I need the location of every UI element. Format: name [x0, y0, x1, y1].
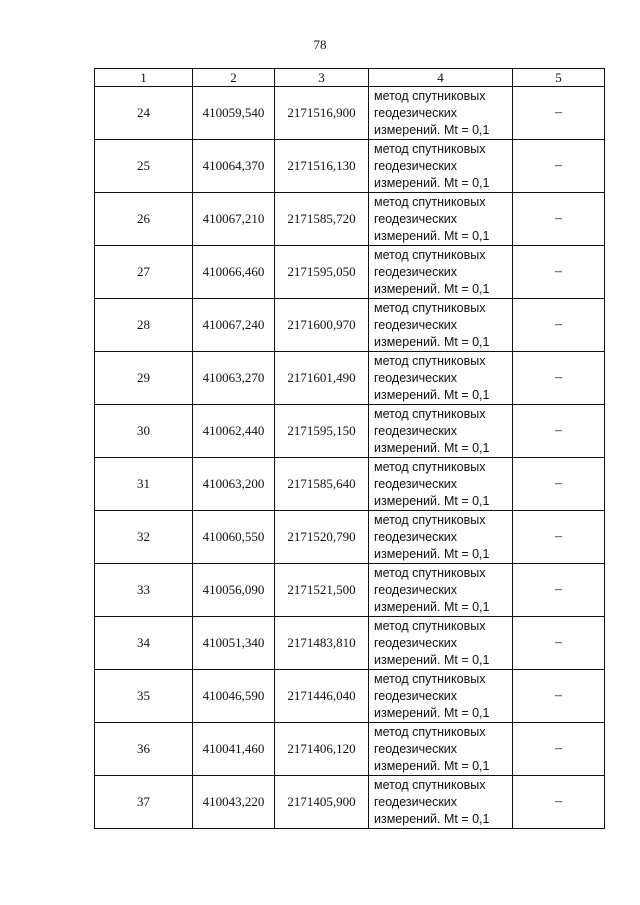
method-cell	[369, 87, 513, 140]
method-line: метод спутниковых	[374, 406, 486, 421]
y-coordinate-cell: 2171406,120	[275, 723, 369, 776]
point-number-cell: 24	[95, 87, 193, 140]
table-row	[95, 564, 605, 617]
method-line: метод спутниковых	[374, 459, 486, 474]
method-line: измерений. Mt = 0,1	[374, 228, 490, 243]
note-cell: –	[513, 511, 605, 564]
point-number-cell: 37	[95, 776, 193, 829]
note-cell: –	[513, 352, 605, 405]
method-cell	[369, 564, 513, 617]
y-coordinate-cell: 2171601,490	[275, 352, 369, 405]
x-coordinate-cell: 410051,340	[193, 617, 275, 670]
point-number-cell: 28	[95, 299, 193, 352]
y-coordinate-cell: 2171516,900	[275, 87, 369, 140]
table-row	[95, 617, 605, 670]
method-line: измерений. Mt = 0,1	[374, 705, 490, 720]
y-coordinate-cell: 2171516,130	[275, 140, 369, 193]
note-cell: –	[513, 617, 605, 670]
method-line: измерений. Mt = 0,1	[374, 546, 490, 561]
table-row	[95, 352, 605, 405]
method-line: геодезических	[374, 794, 458, 809]
point-number-cell: 25	[95, 140, 193, 193]
point-number-cell: 29	[95, 352, 193, 405]
y-coordinate-cell: 2171483,810	[275, 617, 369, 670]
point-number-cell: 36	[95, 723, 193, 776]
method-line: метод спутниковых	[374, 194, 486, 209]
table-row	[95, 458, 605, 511]
x-coordinate-cell: 410041,460	[193, 723, 275, 776]
method-cell	[369, 617, 513, 670]
column-header-2: 2	[193, 69, 275, 87]
method-cell	[369, 405, 513, 458]
method-cell	[369, 458, 513, 511]
method-line: геодезических	[374, 688, 458, 703]
x-coordinate-cell: 410064,370	[193, 140, 275, 193]
method-line: измерений. Mt = 0,1	[374, 281, 490, 296]
note-cell: –	[513, 87, 605, 140]
point-number-cell: 34	[95, 617, 193, 670]
table-row	[95, 246, 605, 299]
method-line: геодезических	[374, 635, 458, 650]
x-coordinate-cell: 410067,240	[193, 299, 275, 352]
method-line: метод спутниковых	[374, 724, 486, 739]
method-cell	[369, 140, 513, 193]
point-number-cell: 31	[95, 458, 193, 511]
x-coordinate-cell: 410056,090	[193, 564, 275, 617]
method-line: метод спутниковых	[374, 247, 486, 262]
y-coordinate-cell: 2171520,790	[275, 511, 369, 564]
note-cell: –	[513, 776, 605, 829]
note-cell: –	[513, 246, 605, 299]
x-coordinate-cell: 410067,210	[193, 193, 275, 246]
y-coordinate-cell: 2171585,720	[275, 193, 369, 246]
method-cell	[369, 246, 513, 299]
note-cell: –	[513, 193, 605, 246]
method-line: измерений. Mt = 0,1	[374, 493, 490, 508]
column-header-5: 5	[513, 69, 605, 87]
method-line: измерений. Mt = 0,1	[374, 599, 490, 614]
coordinates-table	[94, 68, 605, 829]
y-coordinate-cell: 2171405,900	[275, 776, 369, 829]
method-line: геодезических	[374, 211, 458, 226]
method-line: измерений. Mt = 0,1	[374, 652, 490, 667]
method-line: измерений. Mt = 0,1	[374, 811, 490, 826]
method-line: геодезических	[374, 105, 458, 120]
table-body	[95, 87, 605, 829]
note-cell: –	[513, 140, 605, 193]
note-cell: –	[513, 564, 605, 617]
point-number-cell: 27	[95, 246, 193, 299]
column-header-1: 1	[95, 69, 193, 87]
method-line: измерений. Mt = 0,1	[374, 440, 490, 455]
method-line: геодезических	[374, 582, 458, 597]
x-coordinate-cell: 410046,590	[193, 670, 275, 723]
note-cell: –	[513, 458, 605, 511]
method-cell	[369, 723, 513, 776]
method-line: метод спутниковых	[374, 300, 486, 315]
method-line: метод спутниковых	[374, 141, 486, 156]
note-cell: –	[513, 670, 605, 723]
y-coordinate-cell: 2171600,970	[275, 299, 369, 352]
method-cell	[369, 299, 513, 352]
y-coordinate-cell: 2171446,040	[275, 670, 369, 723]
method-line: геодезических	[374, 317, 458, 332]
method-line: измерений. Mt = 0,1	[374, 387, 490, 402]
table-header	[95, 69, 605, 87]
method-line: измерений. Mt = 0,1	[374, 758, 490, 773]
method-line: метод спутниковых	[374, 512, 486, 527]
method-line: геодезических	[374, 529, 458, 544]
x-coordinate-cell: 410059,540	[193, 87, 275, 140]
method-line: метод спутниковых	[374, 88, 486, 103]
point-number-cell: 26	[95, 193, 193, 246]
table-row	[95, 511, 605, 564]
column-header-4: 4	[369, 69, 513, 87]
y-coordinate-cell: 2171521,500	[275, 564, 369, 617]
x-coordinate-cell: 410063,270	[193, 352, 275, 405]
y-coordinate-cell: 2171585,640	[275, 458, 369, 511]
method-cell	[369, 193, 513, 246]
method-cell	[369, 352, 513, 405]
point-number-cell: 35	[95, 670, 193, 723]
table-row	[95, 193, 605, 246]
method-line: метод спутниковых	[374, 671, 486, 686]
method-cell	[369, 511, 513, 564]
note-cell: –	[513, 299, 605, 352]
x-coordinate-cell: 410063,200	[193, 458, 275, 511]
table-row	[95, 299, 605, 352]
y-coordinate-cell: 2171595,150	[275, 405, 369, 458]
method-line: измерений. Mt = 0,1	[374, 122, 490, 137]
method-line: геодезических	[374, 264, 458, 279]
table-row	[95, 723, 605, 776]
method-line: метод спутниковых	[374, 618, 486, 633]
table-row	[95, 140, 605, 193]
header-row	[95, 69, 605, 87]
y-coordinate-cell: 2171595,050	[275, 246, 369, 299]
point-number-cell: 32	[95, 511, 193, 564]
table-row	[95, 670, 605, 723]
x-coordinate-cell: 410066,460	[193, 246, 275, 299]
method-cell	[369, 776, 513, 829]
method-line: измерений. Mt = 0,1	[374, 175, 490, 190]
page-number: 78	[313, 37, 327, 52]
point-number-cell: 30	[95, 405, 193, 458]
method-line: геодезических	[374, 370, 458, 385]
column-header-3: 3	[275, 69, 369, 87]
method-line: метод спутниковых	[374, 353, 486, 368]
table-row	[95, 87, 605, 140]
method-line: геодезических	[374, 158, 458, 173]
method-line: геодезических	[374, 741, 458, 756]
method-cell	[369, 670, 513, 723]
method-line: геодезических	[374, 476, 458, 491]
method-line: метод спутниковых	[374, 565, 486, 580]
x-coordinate-cell: 410060,550	[193, 511, 275, 564]
method-line: геодезических	[374, 423, 458, 438]
point-number-cell: 33	[95, 564, 193, 617]
method-line: измерений. Mt = 0,1	[374, 334, 490, 349]
x-coordinate-cell: 410043,220	[193, 776, 275, 829]
x-coordinate-cell: 410062,440	[193, 405, 275, 458]
note-cell: –	[513, 723, 605, 776]
method-line: метод спутниковых	[374, 777, 486, 792]
note-cell: –	[513, 405, 605, 458]
table-row	[95, 776, 605, 829]
table-row	[95, 405, 605, 458]
